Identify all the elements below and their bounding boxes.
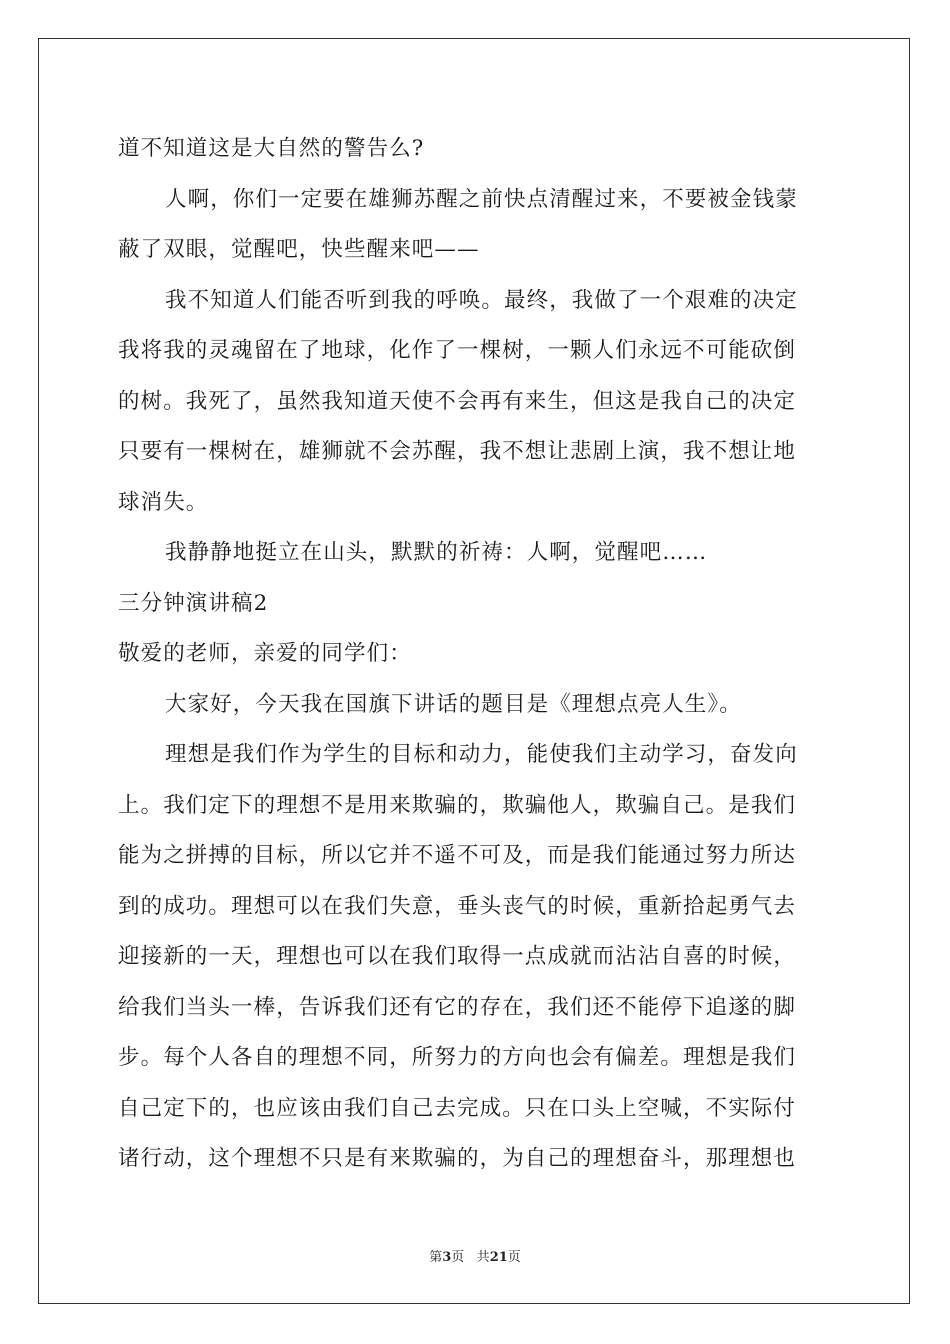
total-pages: 21 xyxy=(489,1250,508,1265)
text-line: 能为之拼搏的目标，所以它并不遥不可及，而是我们能通过努力所达 xyxy=(118,843,797,868)
text-line: 只要有一棵树在，雄狮就不会苏醒，我不想让悲剧上演，我不想让地 xyxy=(118,439,797,464)
text-line: 步。每个人各自的理想不同，所努力的方向也会有偏差。理想是我们 xyxy=(118,1045,797,1070)
page-footer xyxy=(0,1246,950,1265)
total-suffix: 页 xyxy=(507,1250,521,1265)
text-line: 理想是我们作为学生的目标和动力，能使我们主动学习，奋发向 xyxy=(165,742,798,767)
text-line: 的树。我死了，虽然我知道天使不会再有来生，但这是我自己的决定 xyxy=(118,388,797,414)
text-line: 人啊，你们一定要在雄狮苏醒之前快点清醒过来，不要被金钱蒙 xyxy=(165,186,798,212)
text-line: 上。我们定下的理想不是用来欺骗的，欺骗他人，欺骗自己。是我们 xyxy=(118,792,797,818)
total-prefix: 共 xyxy=(476,1250,490,1265)
text-line: 道不知道这是大自然的警告么? xyxy=(118,136,425,161)
text-line: 诸行动，这个理想不只是有来欺骗的，为自己的理想奋斗，那理想也 xyxy=(118,1146,797,1171)
text-line: 到的成功。理想可以在我们失意，垂头丧气的时候，重新拾起勇气去 xyxy=(118,893,797,919)
document-body xyxy=(118,124,832,1185)
page-prefix: 第 xyxy=(429,1250,443,1265)
text-line: 蔽了双眼，觉醒吧，快些醒来吧—— xyxy=(118,237,480,262)
text-line: 球消失。 xyxy=(118,489,209,515)
text-line: 给我们当头一棒，告诉我们还有它的存在，我们还不能停下追遂的脚 xyxy=(118,994,797,1020)
text-line: 迎接新的一天，理想也可以在我们取得一点成就而沾沾自喜的时候， xyxy=(118,944,797,969)
text-line: 我静静地挺立在山头，默默的祈祷：人啊，觉醒吧…… xyxy=(165,540,708,565)
salutation: 敬爱的老师，亲爱的同学们： xyxy=(118,641,412,666)
text-line: 我将我的灵魂留在了地球，化作了一棵树，一颗人们永远不可能砍倒 xyxy=(118,338,797,363)
text-line: 自己定下的，也应该由我们自己去完成。只在口头上空喊，不实际付 xyxy=(118,1095,797,1121)
section-heading: 三分钟演讲稿2 xyxy=(118,590,269,616)
page-number: 3 xyxy=(442,1250,452,1265)
text-line: 我不知道人们能否听到我的呼唤。最终，我做了一个艰难的决定 xyxy=(165,287,798,313)
page-suffix: 页 xyxy=(451,1250,465,1265)
text-line: 大家好，今天我在国旗下讲话的题目是《理想点亮人生》。 xyxy=(165,691,742,717)
